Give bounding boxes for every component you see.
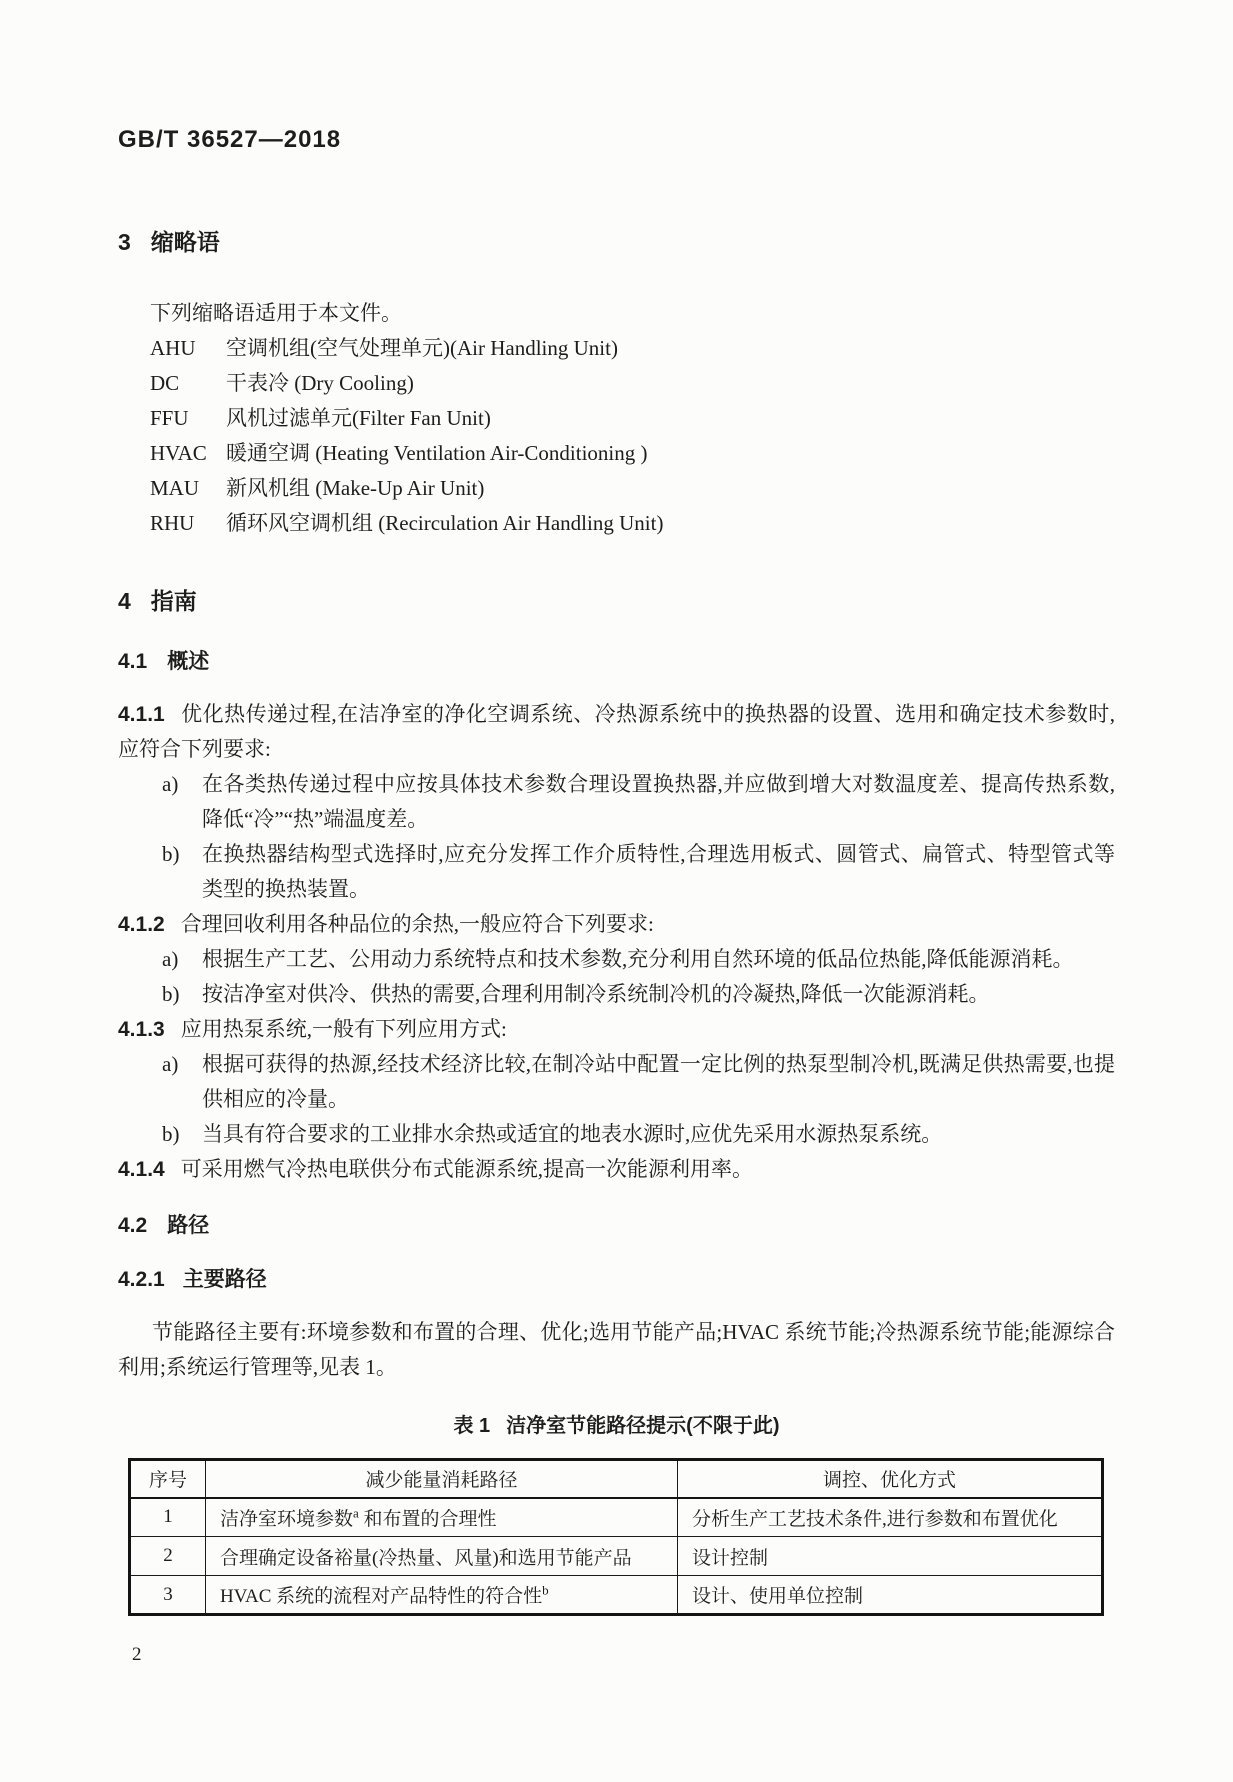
abbr-code: AHU [150,336,196,360]
abbr-intro: 下列缩略语适用于本文件。 [150,301,402,325]
col-header-method: 调控、优化方式 [678,1460,1103,1498]
cell-path [206,1537,678,1576]
cell-no: 2 [130,1537,206,1576]
cell-path [206,1576,678,1615]
section-4-2-1-heading [118,1267,1115,1293]
section-3-heading [118,228,1115,256]
table-row [130,1576,1103,1615]
clause-number: 4.1.3 [118,1018,165,1041]
abbr-definition: 循环风空调机组 (Recirculation Air Handling Unit) [226,511,664,535]
list-marker: a) [162,1052,179,1076]
cell-path-text: HVAC 系统的流程对产品特性的符合性 [220,1586,543,1607]
table-1-caption-title: 洁净室节能路径提示(不限于此) [506,1415,780,1437]
standard-number: GB/T 36527—2018 [118,126,342,153]
list-item-b [162,977,1115,1012]
abbr-code: MAU [150,476,200,500]
section-4-2-1-number: 4.2.1 [118,1268,165,1291]
list-marker: b) [162,982,180,1006]
clause-4-1-3 [118,1012,1115,1047]
list-item-a [162,1047,1115,1117]
cell-path [206,1498,678,1537]
footnote-ref-b: b [542,1582,549,1598]
list-text: 根据可获得的热源,经技术经济比较,在制冷站中配置一定比例的热泵型制冷机,既满足供热需要,也提供相应的冷量。 [202,1052,1115,1111]
abbr-row [118,471,1115,506]
section-4-1-number: 4.1 [118,650,148,673]
cell-method: 设计、使用单位控制 [678,1576,1103,1615]
list-marker: b) [162,842,180,866]
abbr-row [118,331,1115,366]
list-text: 在各类热传递过程中应按具体技术参数合理设置换热器,并应做到增大对数温度差、提高传热系数,降低“冷”“热”端温度差。 [202,772,1115,831]
col-header-no: 序号 [130,1460,206,1498]
cell-no: 3 [130,1576,206,1615]
clause-text: 可采用燃气冷热电联供分布式能源系统,提高一次能源利用率。 [180,1157,753,1181]
cell-path-text: 和布置的合理性 [358,1508,497,1530]
abbr-code: DC [150,371,180,395]
section-4-1-body [118,697,1115,1187]
abbr-row [118,366,1115,401]
section-4-1-heading [118,649,1115,675]
clause-number: 4.1.1 [118,703,165,726]
clause-number: 4.1.4 [118,1158,165,1181]
page-number: 2 [132,1644,142,1665]
section-4-title: 指南 [150,588,197,614]
list-item-a [162,767,1115,837]
abbr-row [118,401,1115,436]
cell-method: 设计控制 [678,1537,1103,1576]
clause-number: 4.1.2 [118,913,165,936]
section-4-1-title: 概述 [167,650,210,673]
table-row [130,1498,1103,1537]
cell-no: 1 [130,1498,206,1537]
abbr-row [118,506,1115,541]
clause-text: 应用热泵系统,一般有下列应用方式: [180,1017,507,1041]
clause-text: 合理回收利用各种品位的余热,一般应符合下列要求: [180,912,654,936]
table-1-caption-label: 表 1 [453,1415,491,1437]
section-4-2-heading [118,1213,1115,1239]
section-4-2-number: 4.2 [118,1214,148,1237]
clause-text: 优化热传递过程,在洁净室的净化空调系统、冷热源系统中的换热器的设置、选用和确定技术参数时,应符合下列要求: [118,702,1115,761]
list-marker: a) [162,772,179,796]
table-header-row [130,1460,1103,1498]
list-marker: b) [162,1122,180,1146]
clause-4-1-2 [118,907,1115,942]
abbr-row [118,436,1115,471]
section-4-number: 4 [118,588,131,614]
section-4-heading [118,587,1115,615]
list-text: 在换热器结构型式选择时,应充分发挥工作介质特性,合理选用板式、圆管式、扁管式、特型管式等类型的换热装置。 [202,842,1115,901]
cell-path-text: 洁净室环境参数 [220,1508,354,1530]
abbr-code: FFU [150,406,189,430]
footnote-ref-a: a [353,1505,359,1521]
cell-method: 分析生产工艺技术条件,进行参数和布置优化 [678,1498,1103,1537]
abbr-code: RHU [150,511,195,535]
list-text: 当具有符合要求的工业排水余热或适宜的地表水源时,应优先采用水源热泵系统。 [202,1122,943,1146]
clause-4-1-4 [118,1152,1115,1187]
list-item-b [162,837,1115,907]
table-1 [128,1458,1104,1616]
col-header-path: 减少能量消耗路径 [206,1460,678,1498]
list-text: 按洁净室对供冷、供热的需要,合理利用制冷系统制冷机的冷凝热,降低一次能源消耗。 [202,982,990,1006]
table-1-caption [118,1409,1115,1438]
list-text: 根据生产工艺、公用动力系统特点和技术参数,充分利用自然环境的低品位热能,降低能源消耗。 [202,947,1074,971]
abbr-definition: 暖通空调 (Heating Ventilation Air-Conditioning ) [226,441,648,465]
list-item-a [162,942,1115,977]
cell-path-text: 合理确定设备裕量(冷热量、风量)和选用节能产品 [220,1547,632,1569]
clause-4-1-1 [118,697,1115,767]
abbr-definition: 空调机组(空气处理单元)(Air Handling Unit) [226,336,618,360]
list-marker: a) [162,947,179,971]
section-4-2-title: 路径 [167,1214,210,1237]
abbr-definition: 风机过滤单元(Filter Fan Unit) [226,406,491,430]
abbr-definition: 新风机组 (Make-Up Air Unit) [226,476,485,500]
paths-paragraph: 节能路径主要有:环境参数和布置的合理、优化;选用节能产品;HVAC 系统节能;冷热源系统节能;能源综合利用;系统运行管理等,见表 1。 [118,1320,1115,1379]
list-item-b [162,1117,1115,1152]
abbr-definition: 干表冷 (Dry Cooling) [226,371,414,395]
section-4-2-1-title: 主要路径 [182,1268,267,1291]
abbr-code: HVAC [150,441,207,465]
section-3-number: 3 [118,229,131,255]
table-row [130,1537,1103,1576]
section-3-title: 缩略语 [150,229,220,255]
